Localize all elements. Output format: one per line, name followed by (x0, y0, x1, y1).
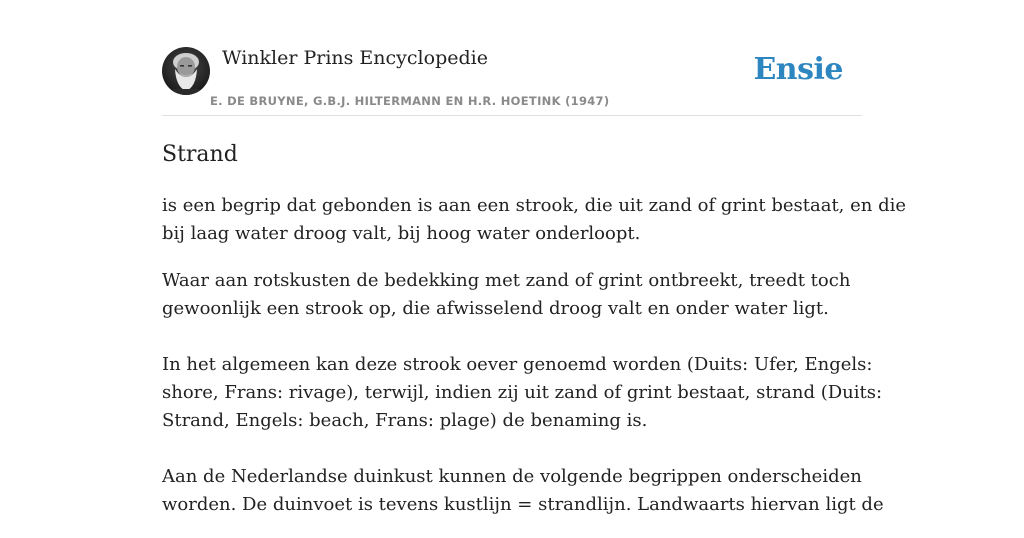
source-header (162, 44, 862, 116)
text-line: Strand, Engels: beach, Frans: plage) de benaming is. (162, 410, 648, 431)
text-line: Aan de Nederlandse duinkust kunnen de volgende begrippen onderscheiden (162, 466, 862, 487)
source-title[interactable]: Winkler Prins Encyclopedie (222, 47, 488, 69)
text-line: worden. De duinvoet is tevens kustlijn = strandlijn. Landwaarts hiervan ligt de (162, 494, 884, 515)
paragraph (162, 267, 862, 323)
portrait-icon (162, 47, 210, 95)
text-line: bij laag water droog valt, bij hoog water onderloopt. (162, 223, 641, 244)
article-body (162, 192, 907, 538)
text-line: In het algemeen kan deze strook oever genoemd worden (Duits: Ufer, Engels: (162, 354, 873, 375)
paragraph (162, 351, 883, 435)
author-avatar[interactable] (162, 47, 210, 95)
page (162, 0, 907, 515)
text-line: shore, Frans: rivage), terwijl, indien zij uit zand of grint bestaat, strand (Duits: (162, 382, 883, 403)
article-title: Strand (162, 142, 238, 167)
text-line: is een begrip dat gebonden is aan een strook, die uit zand of grint bestaat, en die (162, 195, 907, 216)
brand-logo[interactable]: Ensie (753, 52, 843, 87)
paragraph (162, 192, 907, 248)
paragraph (162, 463, 884, 519)
text-line: Waar aan rotskusten de bedekking met zand of grint ontbreekt, treedt toch (162, 270, 851, 291)
text-line: gewoonlijk een strook op, die afwisselend droog valt en onder water ligt. (162, 298, 829, 319)
source-authors: E. DE BRUYNE, G.B.J. HILTERMANN EN H.R. HOETINK (1947) (210, 94, 610, 108)
